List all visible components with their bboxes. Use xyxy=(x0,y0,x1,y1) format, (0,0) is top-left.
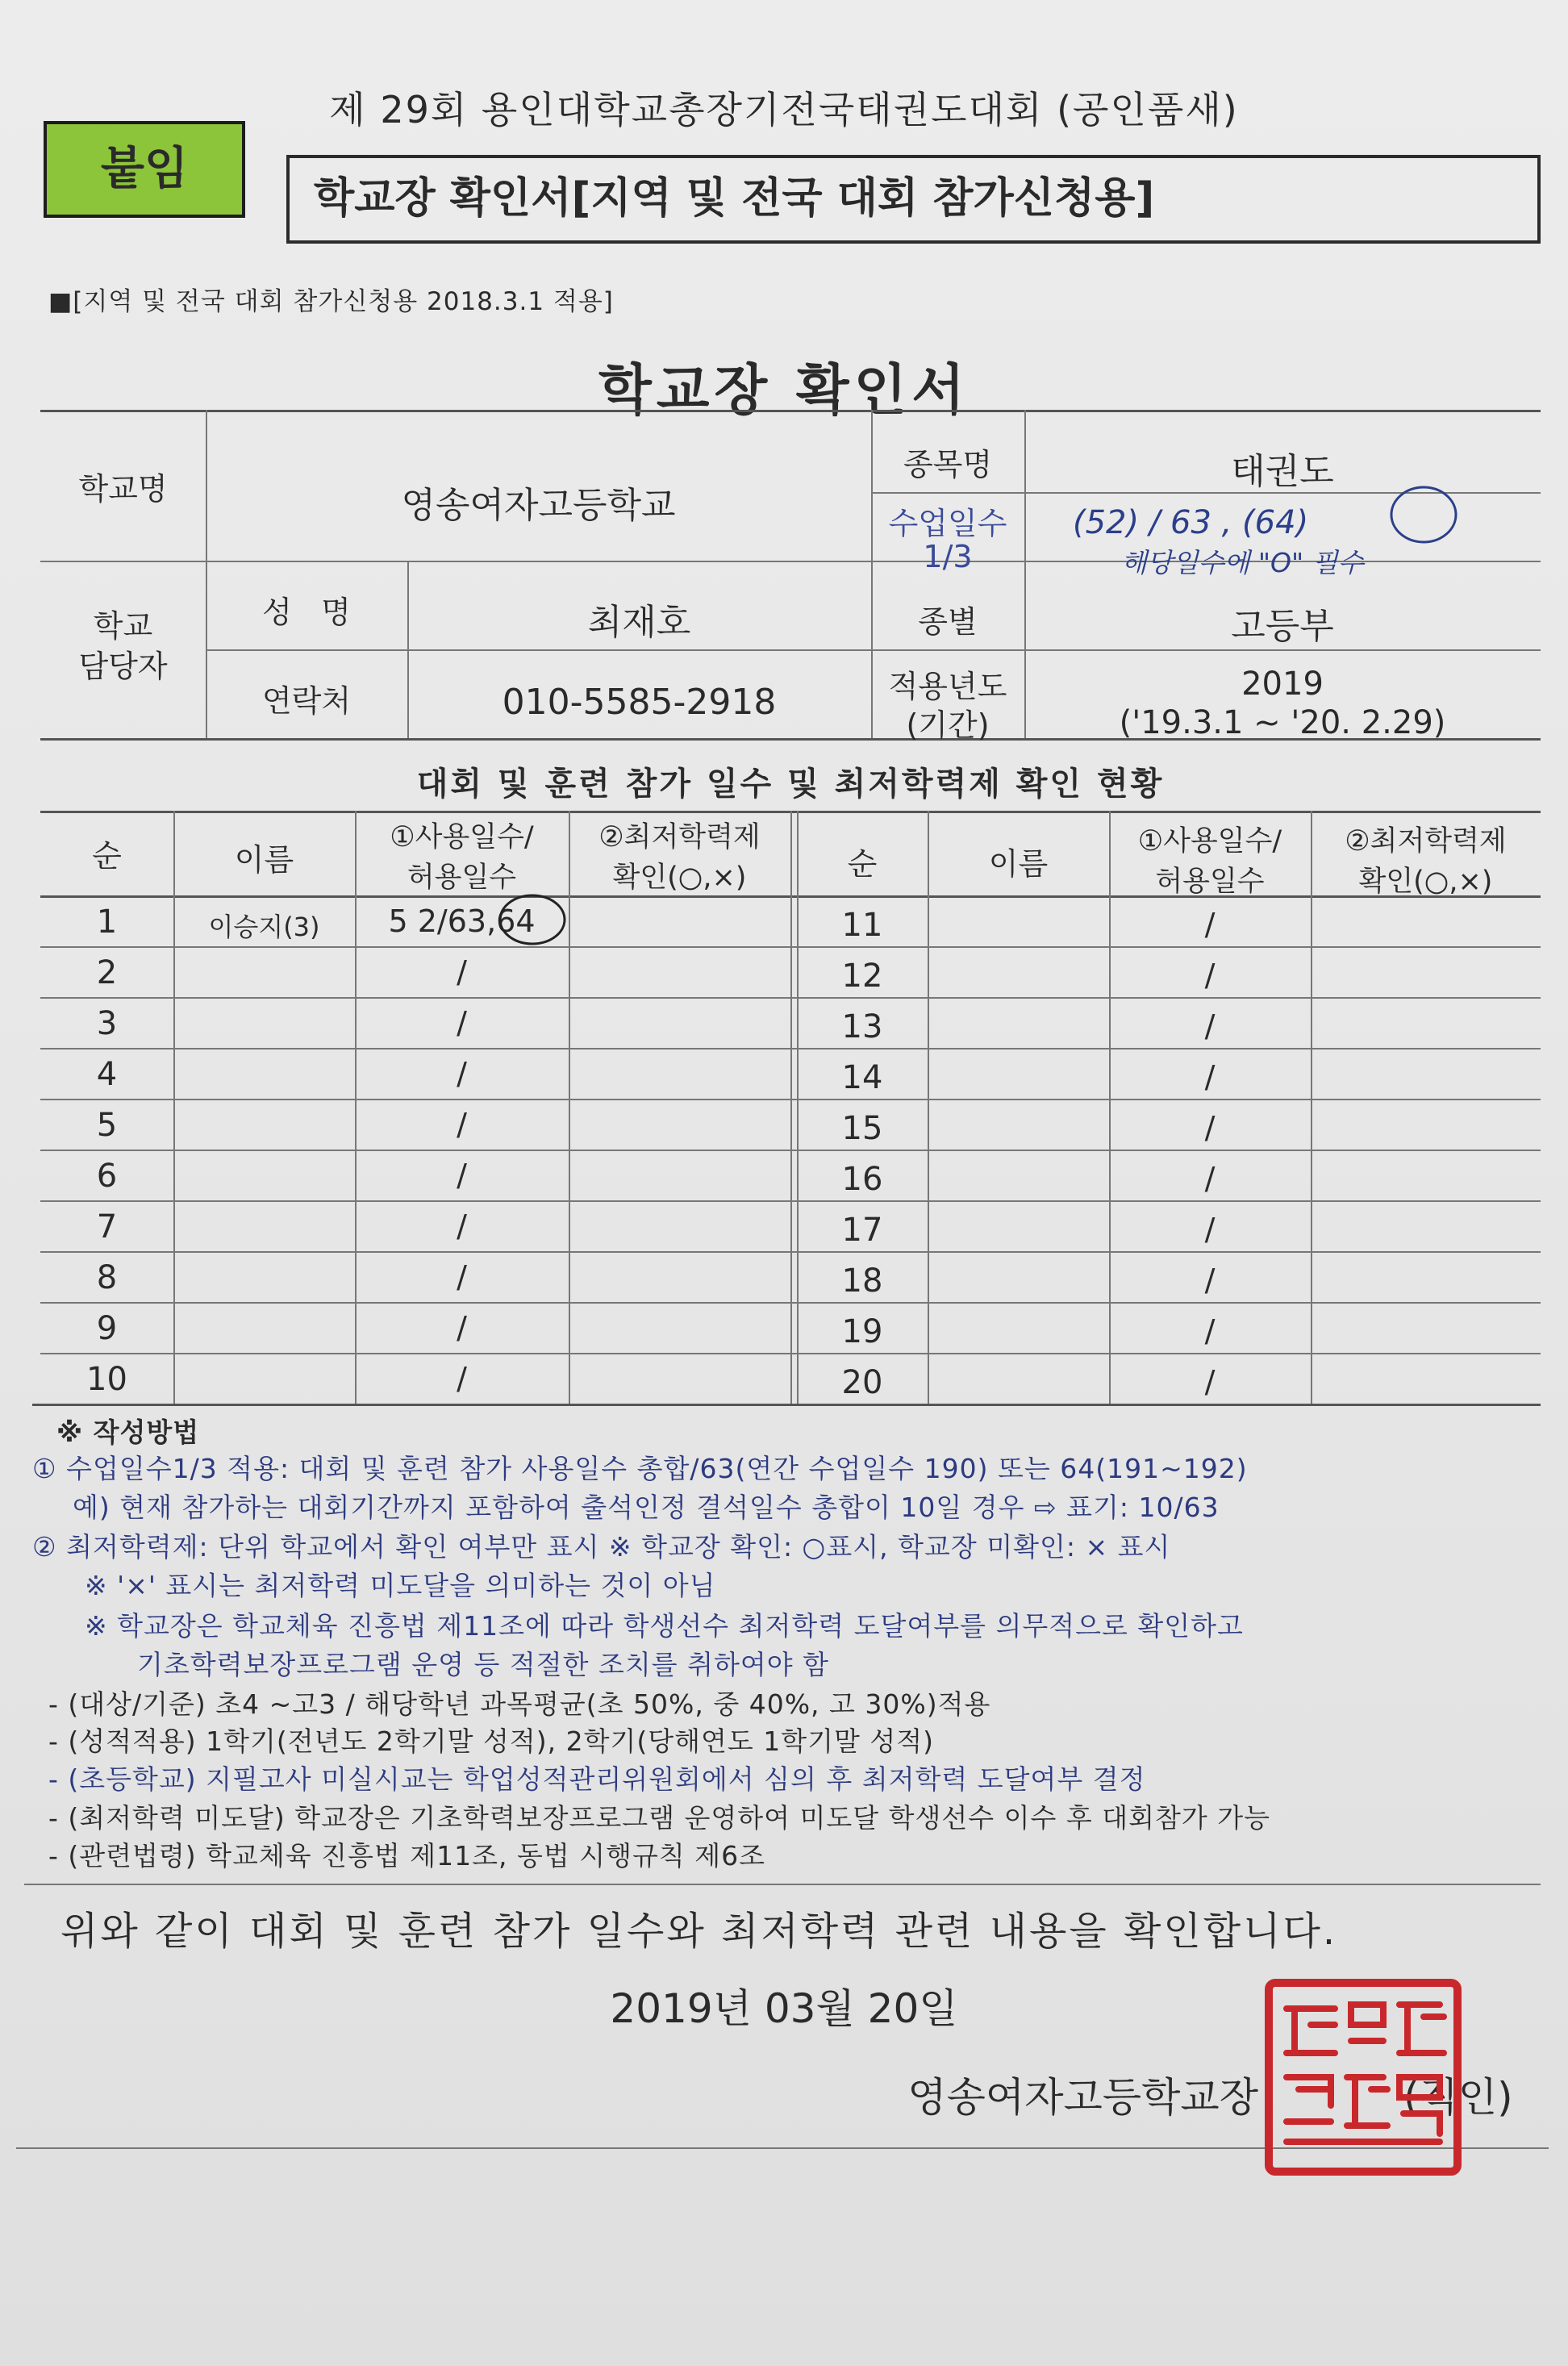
division-value: 고등부 xyxy=(1231,606,1334,647)
instruction-line: ※ 학교장은 학교체육 진흥법 제11조에 따라 학생선수 최저학력 도달여부를 의무적으로 확인하고 xyxy=(85,1610,1244,1642)
row-number: 13 xyxy=(841,1008,883,1045)
attachment-tag: 붙임 xyxy=(44,121,245,218)
manager-label-2: 담당자 xyxy=(78,649,168,684)
instruction-line: - (성적적용) 1학기(전년도 2학기말 성적), 2학기(당해연도 1학기말 성적) xyxy=(48,1725,935,1757)
row-days: / xyxy=(457,1005,467,1041)
row-days: / xyxy=(457,1310,467,1346)
confirmation-text: 위와 같이 대회 및 훈련 참가 일수와 최저학력 관련 내용을 확인합니다. xyxy=(60,1909,1338,1954)
table-vline xyxy=(569,811,570,1404)
row-days: / xyxy=(1204,1212,1216,1247)
period-value: ('19.3.1 ~ '20. 2.29) xyxy=(1119,704,1446,741)
name-label: 성 명 xyxy=(262,595,351,630)
header-days-1: ①사용일수/ xyxy=(390,821,534,853)
doc-title: 학교장 확인서 xyxy=(598,359,970,423)
row-days: / xyxy=(457,1107,467,1142)
row-days: / xyxy=(1204,907,1216,942)
instruction-line: 기초학력보장프로그램 운영 등 적절한 조치를 취하여야 함 xyxy=(137,1649,830,1680)
instruction-line: - (관련법령) 학교체육 진흥법 제11조, 동법 시행규칙 제6조 xyxy=(48,1840,765,1872)
table-vline xyxy=(173,811,175,1404)
row-days: / xyxy=(457,954,467,990)
event-value: 태권도 xyxy=(1231,451,1334,492)
row-days: / xyxy=(1204,1313,1216,1349)
table-vline xyxy=(1311,811,1312,1404)
date-text: 2019년 03월 20일 xyxy=(610,1985,958,2032)
instructions-heading: ※ 작성방법 xyxy=(56,1417,200,1448)
row-days: / xyxy=(1204,1262,1216,1298)
row-days: / xyxy=(1204,1110,1216,1145)
header-name: 이름 xyxy=(988,846,1049,882)
instruction-line: - (대상/기준) 초4 ~고3 / 해당학년 과목평균(초 50%, 중 40%, 고 30%)적용 xyxy=(48,1688,991,1720)
days-handwritten: (52) / 63 , (64) xyxy=(1073,504,1309,541)
row-number: 15 xyxy=(841,1110,883,1147)
row-number: 7 xyxy=(96,1208,118,1246)
school-name: 영송여자고등학교 xyxy=(401,485,676,526)
table-bottom-line xyxy=(32,1404,1541,1406)
header-min-2: 확인(○,×) xyxy=(612,862,747,894)
table-row-line xyxy=(40,997,1541,999)
table-row-line xyxy=(40,1048,1541,1049)
row-days: / xyxy=(1204,958,1216,993)
header-min-1: ②최저학력제 xyxy=(598,821,761,853)
row-name: 이승지(3) xyxy=(208,912,320,942)
table-vline xyxy=(790,811,792,1404)
table-row-line xyxy=(40,1150,1541,1151)
instruction-line: - (초등학교) 지필고사 미실시교는 학업성적관리위원회에서 심의 후 최저학력 도달여부 결정 xyxy=(48,1763,1146,1795)
row-number: 5 xyxy=(96,1107,118,1144)
contact-label: 연락처 xyxy=(261,683,352,719)
box-title: 학교장 확인서[지역 및 전국 대회 참가신청용] xyxy=(286,155,1541,244)
version-note: ■[지역 및 전국 대회 참가신청용 2018.3.1 적용] xyxy=(48,287,614,316)
row-number: 20 xyxy=(841,1364,883,1401)
table-row-line xyxy=(40,1302,1541,1304)
school-seal-icon xyxy=(1262,1976,1464,2178)
row-number: 14 xyxy=(841,1059,883,1096)
row-days: / xyxy=(457,1361,467,1396)
division-label: 종별 xyxy=(918,604,978,640)
year-label-1: 적용년도 xyxy=(888,669,1007,704)
row-days: / xyxy=(1204,1008,1216,1044)
row-days: / xyxy=(457,1208,467,1244)
header-days-1: ①사용일수/ xyxy=(1137,825,1282,858)
days-label-1: 수업일수 xyxy=(888,506,1007,541)
header-days-2: 허용일수 xyxy=(407,862,517,894)
header-no: 순 xyxy=(847,846,878,882)
row-days: / xyxy=(457,1259,467,1295)
row-number: 3 xyxy=(96,1005,118,1042)
row-days: / xyxy=(457,1056,467,1091)
instruction-line: - (최저학력 미도달) 학교장은 기초학력보장프로그램 운영하여 미도달 학생선수 이수 후 대회참가 가능 xyxy=(48,1802,1271,1834)
row-number: 4 xyxy=(96,1056,118,1093)
info-line-2 xyxy=(206,649,1541,651)
row-number: 16 xyxy=(841,1161,883,1198)
name-value: 최재호 xyxy=(587,602,691,643)
info-top-line xyxy=(40,410,1541,412)
row-number: 2 xyxy=(96,954,118,991)
event-label: 종목명 xyxy=(903,447,993,482)
table-row-line xyxy=(40,1251,1541,1253)
row-number: 17 xyxy=(841,1212,883,1249)
row-days: / xyxy=(1204,1364,1216,1400)
contact-value: 010-5585-2918 xyxy=(502,682,777,723)
days-hint: 해당일수에 "O" 필수 xyxy=(1121,547,1364,578)
row-number: 18 xyxy=(841,1262,883,1300)
manager-label-1: 학교 xyxy=(93,608,153,644)
row-number: 11 xyxy=(841,907,883,944)
row-number: 10 xyxy=(86,1361,127,1398)
event-title: 제 29회 용인대학교총장기전국태권도대회 (공인품새) xyxy=(329,88,1239,131)
row-days: / xyxy=(1204,1161,1216,1196)
row-days: / xyxy=(457,1158,467,1193)
table-row-line xyxy=(40,1099,1541,1100)
circle-mark-icon xyxy=(1387,482,1460,547)
school-label: 학교명 xyxy=(78,471,168,507)
instr-bottom-line xyxy=(24,1884,1541,1885)
row-days: 5 2/63,64 xyxy=(388,903,536,939)
table-vline xyxy=(928,811,929,1404)
header-no: 순 xyxy=(92,838,122,874)
row-number: 6 xyxy=(96,1158,118,1195)
header-name: 이름 xyxy=(234,842,294,878)
header-min-2: 확인(○,×) xyxy=(1358,866,1493,898)
row-number: 1 xyxy=(96,903,118,941)
header-min-1: ②최저학력제 xyxy=(1345,825,1507,858)
table-row-line xyxy=(40,1353,1541,1354)
header-days-2: 허용일수 xyxy=(1155,866,1265,898)
year-value: 2019 xyxy=(1241,666,1324,703)
year-label-2: (기간) xyxy=(906,707,990,743)
row-days: / xyxy=(1204,1059,1216,1095)
signer-name: 영송여자고등학교장 xyxy=(907,2074,1258,2121)
instruction-line: ※ '×' 표시는 최저학력 미도달을 의미하는 것이 아님 xyxy=(85,1570,716,1601)
days-label-2: 1/3 xyxy=(923,539,973,574)
row-number: 9 xyxy=(96,1310,118,1347)
instruction-line: 예) 현재 참가하는 대회기간까지 포함하여 출석인정 결석일수 총합이 10일 경우 ⇨ 표기: 10/63 xyxy=(73,1492,1220,1523)
circle-mark-icon xyxy=(496,891,569,948)
seal-note: (직인) xyxy=(1403,2074,1513,2121)
instruction-line: ② 최저학력제: 단위 학교에서 확인 여부만 표시 ※ 학교장 확인: ○표시, 학교장 미확인: × 표시 xyxy=(32,1531,1171,1563)
row-number: 8 xyxy=(96,1259,118,1296)
row-number: 12 xyxy=(841,958,883,995)
table-row-line xyxy=(40,1200,1541,1202)
instruction-line: ① 수업일수1/3 적용: 대회 및 훈련 참가 사용일수 총합/63(연간 수업일수 190) 또는 64(191~192) xyxy=(32,1453,1248,1484)
row-number: 19 xyxy=(841,1313,883,1350)
table-row-line xyxy=(40,946,1541,948)
table-title: 대회 및 훈련 참가 일수 및 최저학력제 확인 현황 xyxy=(416,766,1165,803)
